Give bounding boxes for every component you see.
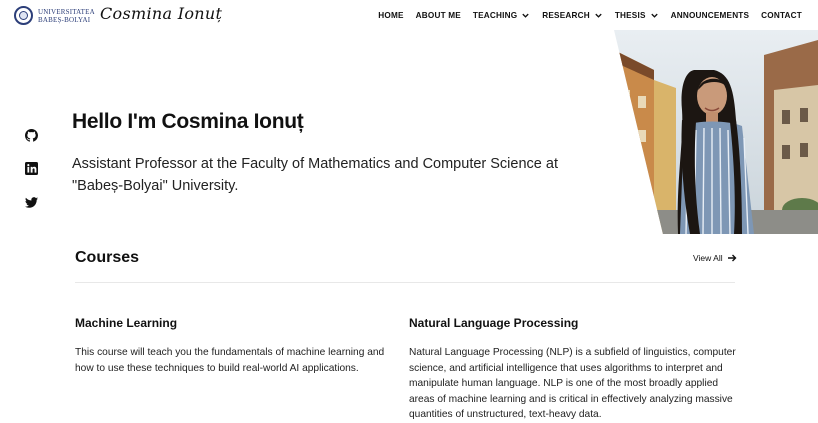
view-all-link[interactable]: View All [693, 253, 737, 263]
nav-contact[interactable]: CONTACT [761, 11, 802, 20]
site-header [0, 0, 818, 32]
nav-home[interactable]: HOME [378, 11, 404, 20]
linkedin-icon[interactable] [25, 162, 38, 175]
courses-title: Courses [75, 249, 140, 266]
course-title-machine-learning[interactable]: Machine Learning [75, 316, 178, 330]
nav-teaching[interactable]: TEACHING [473, 11, 530, 20]
university-seal-icon [14, 6, 33, 25]
chevron-down-icon [650, 11, 659, 20]
course-description-machine-learning: This course will teach you the fundamentals of machine learning and how to use these techniques to build real-world AI applications. [75, 347, 385, 374]
profile-photo [614, 30, 818, 234]
chevron-down-icon [594, 11, 603, 20]
university-logo[interactable] [14, 6, 95, 25]
hero-title: Hello I'm Cosmina Ionuț [72, 110, 304, 133]
arrow-right-icon [727, 253, 737, 263]
nav-about-me[interactable]: ABOUT ME [415, 11, 461, 20]
university-name-line2: BABEȘ-BOLYAI [38, 15, 91, 24]
courses-divider [75, 282, 735, 283]
course-description-nlp: Natural Language Processing (NLP) is a subfield of linguistics, computer science, and artificial intelligence that uses algorithms to interpret and manipulate human language. NLP is one of the most broadly applied areas of machine learning and is critical in effectively analyzing massive quantities of unstructured, text-heavy data. [409, 347, 736, 421]
chevron-down-icon [521, 11, 530, 20]
course-title-nlp[interactable]: Natural Language Processing [409, 316, 579, 330]
github-icon[interactable] [25, 129, 38, 142]
nav-research[interactable]: RESEARCH [542, 11, 603, 20]
nav-announcements[interactable]: ANNOUNCEMENTS [670, 11, 750, 20]
nav-thesis[interactable]: THESIS [615, 11, 659, 20]
hero-subtitle: Assistant Professor at the Faculty of Mathematics and Computer Science at "Babeș-Bolyai" University. [72, 156, 558, 194]
signature-logo[interactable]: Cosmina Ionuț [100, 4, 223, 23]
twitter-icon[interactable] [25, 196, 38, 209]
university-name-line1: UNIVERSITATEA [38, 7, 95, 16]
main-nav [378, 11, 802, 20]
